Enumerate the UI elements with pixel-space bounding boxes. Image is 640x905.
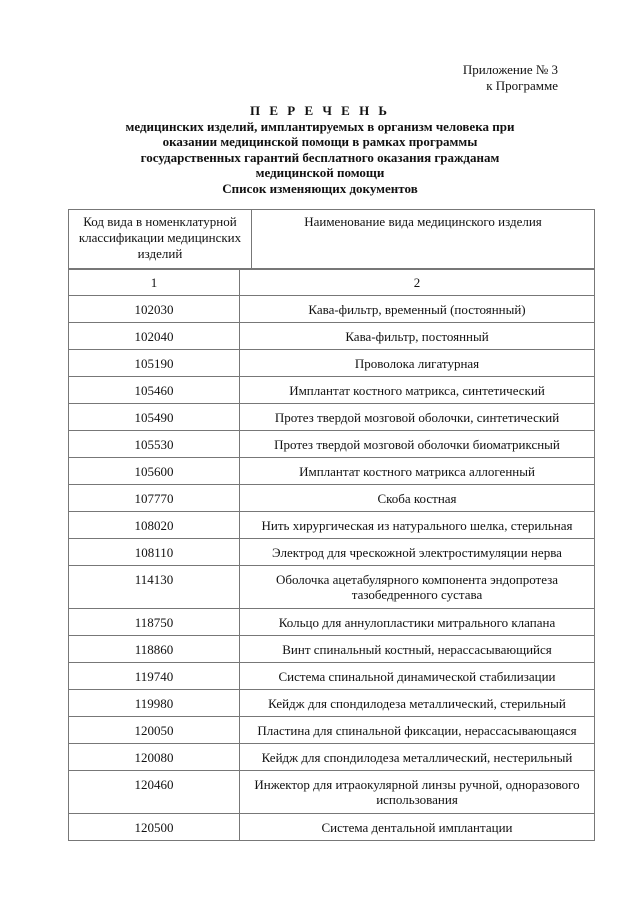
table-row — [69, 566, 595, 609]
device-name: Кава-фильтр, постоянный — [240, 323, 595, 350]
device-code: 105460 — [69, 377, 240, 404]
appendix-program: к Программе — [486, 78, 558, 93]
title-line-2: оказании медицинской помощи в рамках программы — [162, 134, 478, 149]
appendix-number: Приложение № 3 — [462, 62, 558, 77]
appendix-label — [463, 62, 558, 94]
device-code: 105530 — [69, 431, 240, 458]
device-name: Кольцо для аннулопластики митрального клапана — [240, 609, 595, 636]
device-code: 105190 — [69, 350, 240, 377]
table-row — [69, 663, 595, 690]
header-row — [69, 210, 595, 270]
device-code: 120500 — [69, 814, 240, 841]
device-code: 107770 — [69, 485, 240, 512]
device-name: Имплантат костного матрикса аллогенный — [240, 458, 595, 485]
device-name: Винт спинальный костный, нерассасывающийся — [240, 636, 595, 663]
device-code: 102040 — [69, 323, 240, 350]
table-row — [69, 458, 595, 485]
table-row — [69, 431, 595, 458]
device-name: Имплантат костного матрикса, синтетический — [240, 377, 595, 404]
device-code: 120080 — [69, 744, 240, 771]
device-code: 102030 — [69, 296, 240, 323]
device-code: 120460 — [69, 771, 240, 814]
device-name: Пластина для спинальной фиксации, нерассасывающаяся — [240, 717, 595, 744]
device-code: 105600 — [69, 458, 240, 485]
table-row — [69, 323, 595, 350]
table-row — [69, 609, 595, 636]
device-code: 119740 — [69, 663, 240, 690]
device-name: Электрод для чрескожной электростимуляции нерва — [240, 539, 595, 566]
device-name: Кава-фильтр, временный (постоянный) — [240, 296, 595, 323]
device-code: 118750 — [69, 609, 240, 636]
numbering-code: 1 — [69, 269, 240, 296]
device-name: Протез твердой мозговой оболочки, синтетический — [240, 404, 595, 431]
device-name: Нить хирургическая из натурального шелка, стерильная — [240, 512, 595, 539]
table-row — [69, 690, 595, 717]
device-name: Кейдж для спондилодеза металлический, нестерильный — [240, 744, 595, 771]
device-code: 119980 — [69, 690, 240, 717]
amending-documents-label: Список изменяющих документов — [222, 180, 418, 196]
device-name: Система спинальной динамической стабилизации — [240, 663, 595, 690]
device-name: Кейдж для спондилодеза металлический, стерильный — [240, 690, 595, 717]
title-line-4: медицинской помощи — [255, 165, 385, 180]
table-row — [69, 539, 595, 566]
device-name: Скоба костная — [240, 485, 595, 512]
device-code: 108110 — [69, 539, 240, 566]
table-header — [68, 209, 595, 270]
device-name: Протез твердой мозговой оболочки биоматриксный — [240, 431, 595, 458]
table-row — [69, 744, 595, 771]
device-name: Проволока лигатурная — [240, 350, 595, 377]
table-row — [69, 512, 595, 539]
device-code: 120050 — [69, 717, 240, 744]
document-title — [100, 103, 540, 196]
device-name: Оболочка ацетабулярного компонента эндопротеза тазобедренного сустава — [240, 566, 595, 609]
device-name: Система дентальной имплантации — [240, 814, 595, 841]
table-row — [69, 636, 595, 663]
table-row — [69, 771, 595, 814]
numbering-row — [69, 269, 595, 296]
title-line-1: медицинских изделий, имплантируемых в организм человека при — [125, 118, 515, 134]
table-row — [69, 814, 595, 841]
title-line-3: государственных гарантий бесплатного оказания гражданам — [140, 149, 500, 165]
device-code: 108020 — [69, 512, 240, 539]
table-row — [69, 377, 595, 404]
header-code: Код вида в номенклатурной классификации медицинских изделий — [69, 210, 252, 270]
table-row — [69, 350, 595, 377]
device-table — [68, 268, 595, 841]
numbering-name: 2 — [240, 269, 595, 296]
table-row — [69, 485, 595, 512]
header-name: Наименование вида медицинского изделия — [252, 210, 595, 270]
table-row — [69, 717, 595, 744]
device-code: 118860 — [69, 636, 240, 663]
table-row — [69, 296, 595, 323]
device-code: 105490 — [69, 404, 240, 431]
device-code: 114130 — [69, 566, 240, 609]
title-heading: П Е Р Е Ч Е Н Ь — [249, 103, 391, 118]
table-row — [69, 404, 595, 431]
device-name: Инжектор для итраокулярной линзы ручной, одноразового использования — [240, 771, 595, 814]
